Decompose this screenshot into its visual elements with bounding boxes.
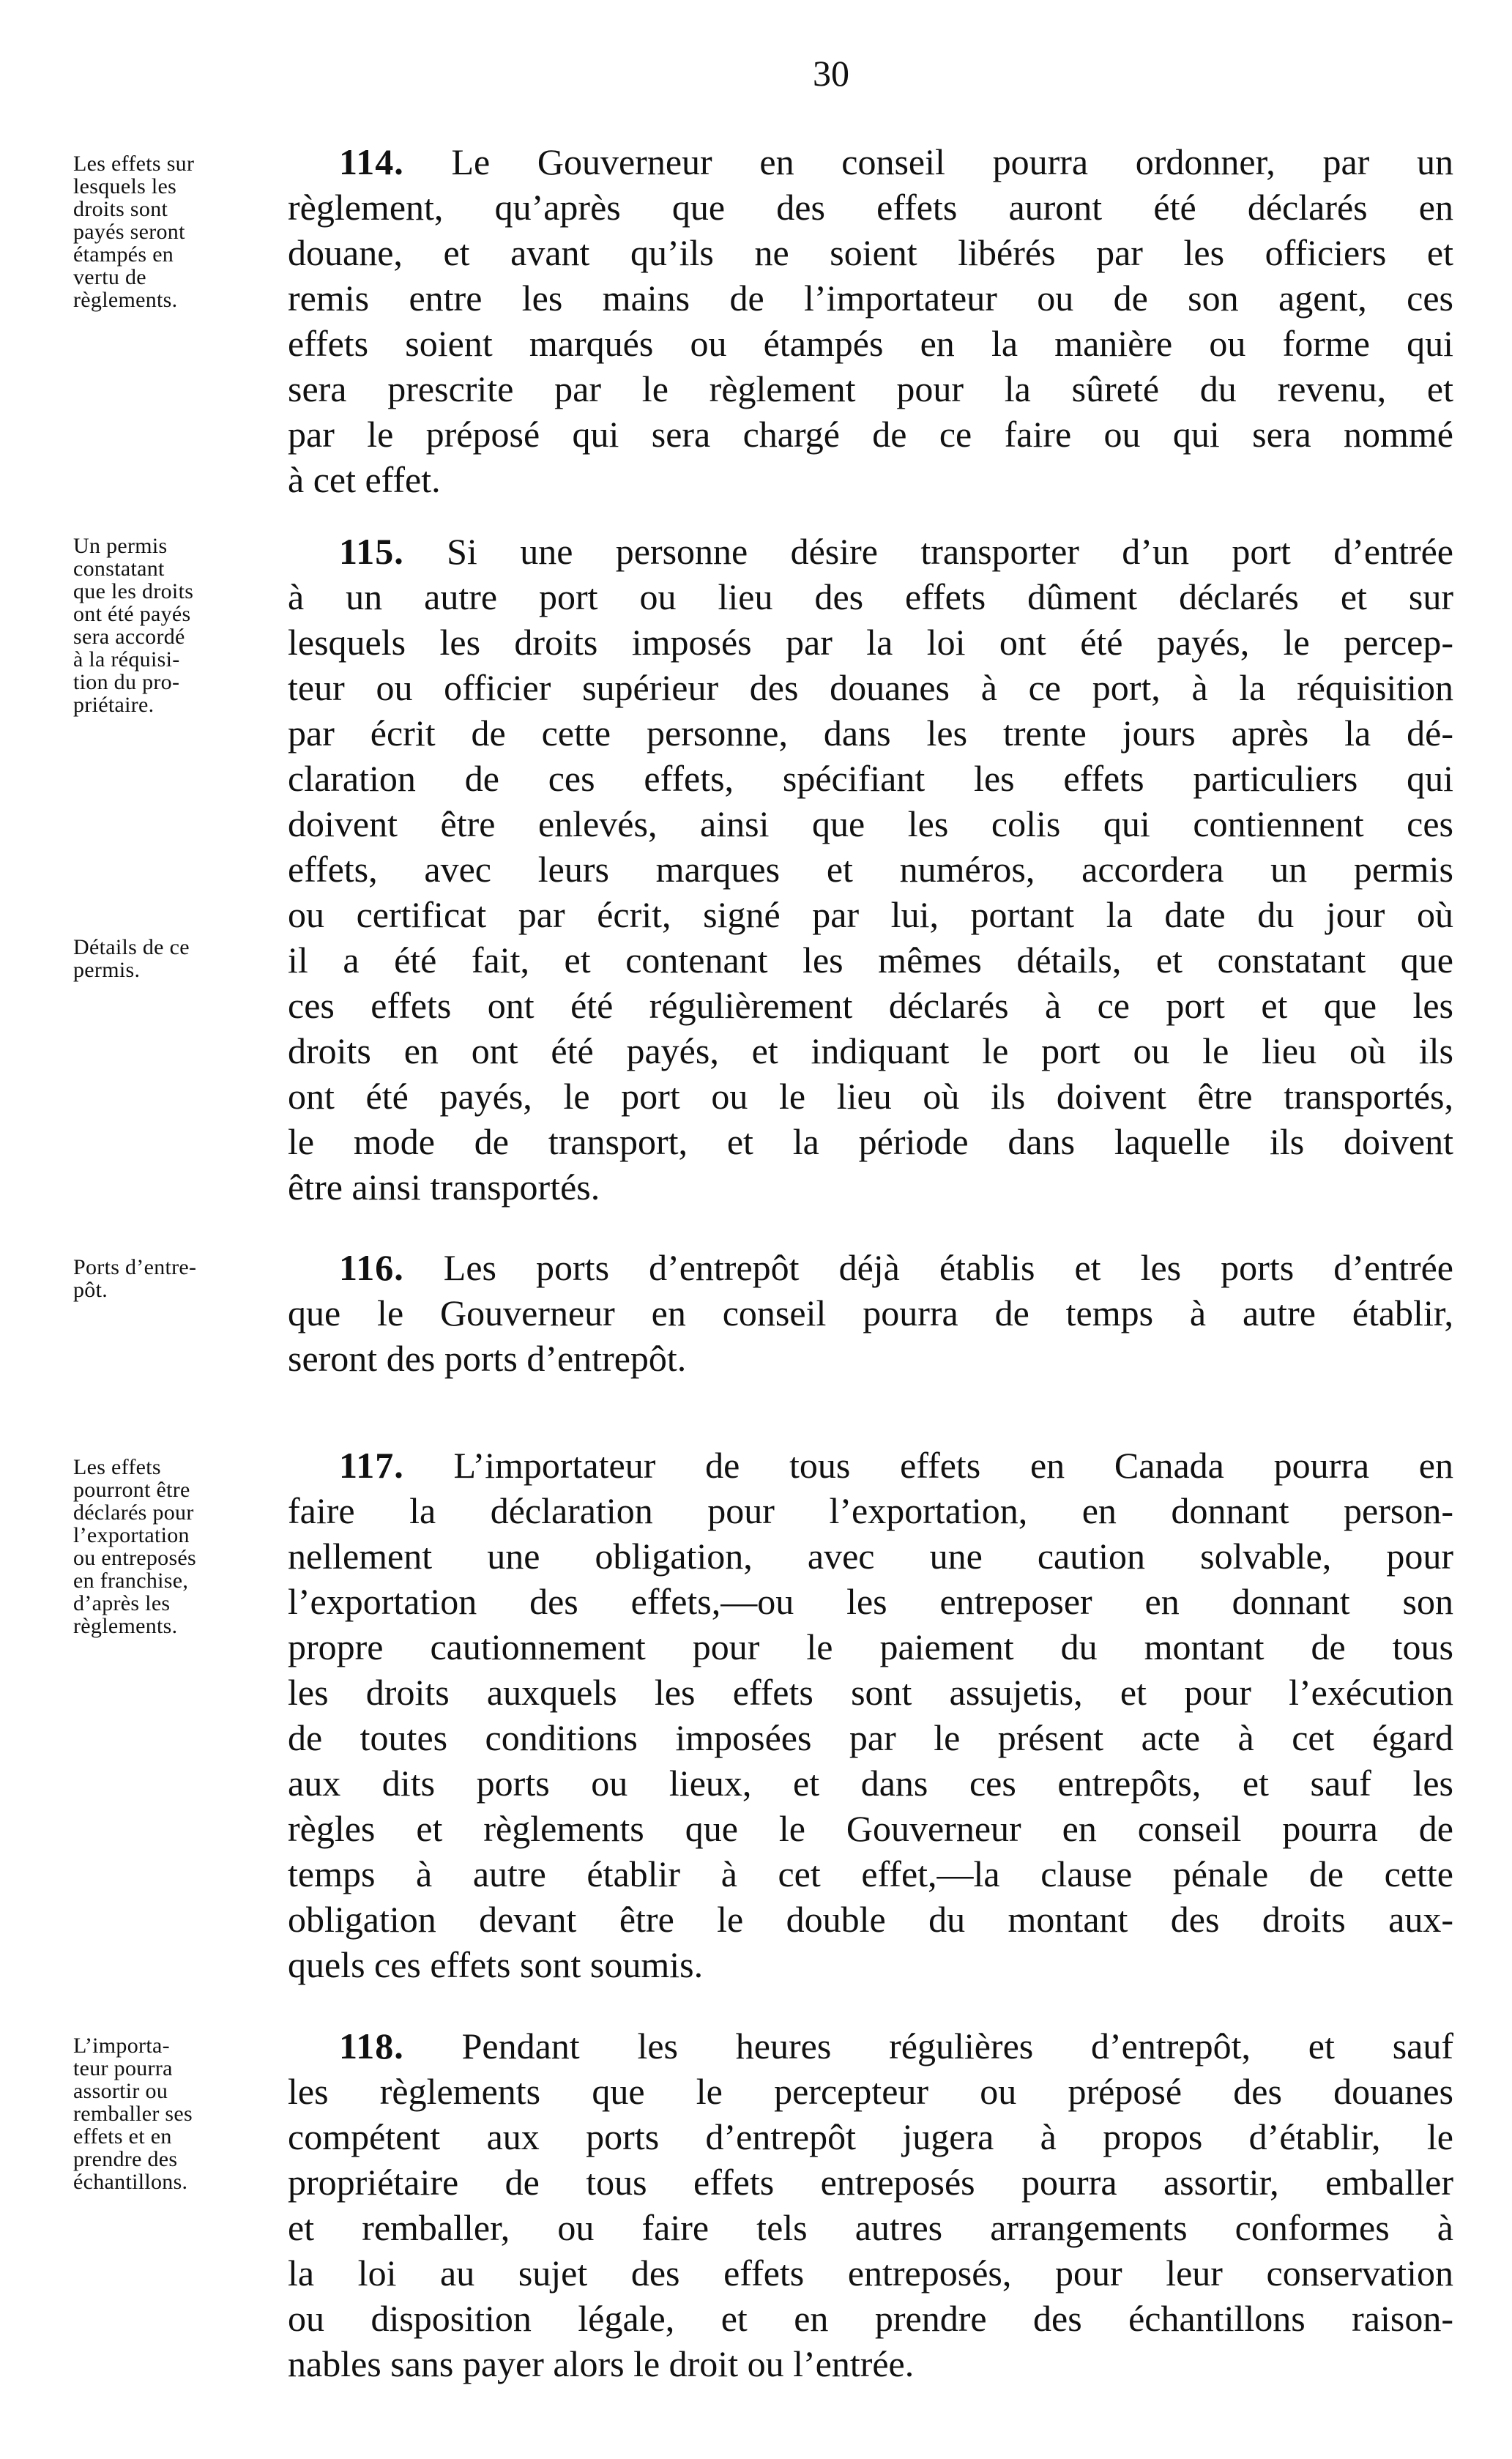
margin-line: règlements. <box>73 1614 178 1638</box>
text-line: compétent aux ports d’entrepôt jugera à propos d’établir, le <box>288 2116 1453 2157</box>
margin-line: que les droits <box>73 579 194 603</box>
text-line: ces effets ont été régulièrement déclarés à ce port et que les <box>288 985 1453 1026</box>
margin-line: permis. <box>73 958 141 982</box>
text-line: les règlements que le percepteur ou préposé des douanes <box>288 2071 1453 2112</box>
text-line: nellement une obligation, avec une caution solvable, pour <box>288 1536 1453 1577</box>
margin-line: constatant <box>73 557 165 581</box>
margin-note-116 <box>73 1256 286 1301</box>
text-span: Le Gouverneur en conseil pourra ordonner, par un <box>451 141 1453 182</box>
text-line: les droits auxquels les effets sont assujetis, et pour l’exécution <box>288 1672 1453 1713</box>
margin-line: tion du pro- <box>73 670 180 694</box>
text-line: règles et règlements que le Gouverneur en conseil pourra de <box>288 1808 1453 1849</box>
margin-line: pourront être <box>73 1478 190 1502</box>
text-line: de toutes conditions imposées par le présent acte à cet égard <box>288 1717 1453 1758</box>
text-line: douane, et avant qu’ils ne soient libérés par les officiers et <box>288 232 1453 273</box>
text-line: le mode de transport, et la période dans laquelle ils doivent <box>288 1121 1453 1162</box>
text-line: règlement, qu’après que des effets auront été déclarés en <box>288 187 1453 228</box>
margin-line: règlements. <box>73 288 178 312</box>
text-span: Si une personne désire transporter d’un port d’entrée <box>447 531 1454 572</box>
text-line: être ainsi transportés. <box>288 1167 600 1208</box>
text-line: que le Gouverneur en conseil pourra de temps à autre établir, <box>288 1292 1453 1333</box>
margin-line: Les effets sur <box>73 152 195 176</box>
margin-line: d’après les <box>73 1591 171 1615</box>
section-number: 117. <box>339 1445 404 1486</box>
margin-line: prendre des <box>73 2147 178 2171</box>
margin-line: en franchise, <box>73 1569 189 1593</box>
text-line: propre cautionnement pour le paiement du montant de tous <box>288 1626 1453 1667</box>
margin-line: lesquels les <box>73 174 177 198</box>
text-line: ou disposition légale, et en prendre des échantillons raison- <box>288 2298 1453 2339</box>
text-line: il a été fait, et contenant les mêmes détails, et constatant que <box>288 940 1453 981</box>
page-number: 30 <box>813 53 849 94</box>
section-number: 118. <box>339 2025 404 2066</box>
section-number: 115. <box>339 531 404 572</box>
text-line: quels ces effets sont soumis. <box>288 1944 704 1985</box>
text-span: Les ports d’entrepôt déjà établis et les ports d’entrée <box>443 1247 1453 1288</box>
margin-line: ou entreposés <box>73 1546 197 1570</box>
section-body-114 <box>288 139 1453 502</box>
margin-line: ont été payés <box>73 602 191 626</box>
margin-line: remballer ses <box>73 2102 193 2126</box>
section-number: 114. <box>339 141 404 182</box>
text-line: par le préposé qui sera chargé de ce faire ou qui sera nommé <box>288 414 1453 455</box>
margin-note-114 <box>73 152 286 311</box>
text-line: par écrit de cette personne, dans les trente jours après la dé- <box>288 713 1453 754</box>
text-line <box>288 139 1453 185</box>
margin-line: assortir ou <box>73 2079 168 2103</box>
margin-line: à la réquisi- <box>73 647 180 672</box>
text-line: ou certificat par écrit, signé par lui, portant la date du jour où <box>288 894 1453 935</box>
text-line: à un autre port ou lieu des effets dûment déclarés et sur <box>288 576 1453 617</box>
margin-line: étampés en <box>73 242 174 267</box>
text-line: effets soient marqués ou étampés en la manière ou forme qui <box>288 323 1453 364</box>
margin-note-115-details <box>73 936 286 981</box>
margin-line: vertu de <box>73 265 146 289</box>
text-line: l’exportation des effets,—ou les entreposer en donnant son <box>288 1581 1453 1622</box>
margin-line: sera accordé <box>73 625 185 649</box>
margin-line: Détails de ce <box>73 935 190 959</box>
margin-line: l’exportation <box>73 1523 190 1547</box>
margin-line: échantillons. <box>73 2170 188 2194</box>
text-line: claration de ces effets, spécifiant les effets particuliers qui <box>288 758 1453 799</box>
margin-line: déclarés pour <box>73 1500 194 1525</box>
margin-note-115 <box>73 535 286 716</box>
section-body-117 <box>288 1443 1453 1987</box>
margin-line: Ports d’entre- <box>73 1255 197 1279</box>
margin-line: payés seront <box>73 220 185 244</box>
section-body-118 <box>288 2023 1453 2387</box>
text-line: à cet effet. <box>288 459 441 500</box>
section-body-115 <box>288 529 1453 1210</box>
text-line: aux dits ports ou lieux, et dans ces entrepôts, et sauf les <box>288 1763 1453 1804</box>
text-line: remis entre les mains de l’importateur ou de son agent, ces <box>288 278 1453 319</box>
text-line: doivent être enlevés, ainsi que les colis qui contiennent ces <box>288 803 1453 844</box>
margin-line: teur pourra <box>73 2056 173 2080</box>
margin-line: Un permis <box>73 534 168 558</box>
text-line: lesquels les droits imposés par la loi ont été payés, le percep- <box>288 622 1453 663</box>
text-line: faire la déclaration pour l’exportation, en donnant person- <box>288 1490 1453 1531</box>
section-number: 116. <box>339 1247 404 1288</box>
text-line: ont été payés, le port ou le lieu où ils doivent être transportés, <box>288 1076 1453 1117</box>
text-line: et remballer, ou faire tels autres arrangements conformes à <box>288 2207 1453 2248</box>
section-body-116 <box>288 1245 1453 1381</box>
margin-line: L’importa- <box>73 2034 170 2058</box>
text-line <box>288 529 1453 574</box>
margin-line: effets et en <box>73 2124 172 2149</box>
text-line: temps à autre établir à cet effet,—la clause pénale de cette <box>288 1853 1453 1894</box>
margin-line: Les effets <box>73 1455 161 1479</box>
text-span: L’importateur de tous effets en Canada pourra en <box>453 1445 1454 1486</box>
text-line <box>288 1443 1453 1488</box>
text-span: Pendant les heures régulières d’entrepôt, et sauf <box>461 2025 1454 2066</box>
text-line: teur ou officier supérieur des douanes à ce port, à la réquisition <box>288 667 1453 708</box>
text-line: droits en ont été payés, et indiquant le port ou le lieu où ils <box>288 1030 1453 1071</box>
text-line: effets, avec leurs marques et numéros, accordera un permis <box>288 849 1453 890</box>
text-line: seront des ports d’entrepôt. <box>288 1338 687 1379</box>
margin-line: droits sont <box>73 197 168 221</box>
text-line: la loi au sujet des effets entreposés, pour leur conservation <box>288 2252 1453 2294</box>
margin-note-117 <box>73 1456 286 1637</box>
margin-line: priétaire. <box>73 693 154 717</box>
text-line: obligation devant être le double du montant des droits aux- <box>288 1899 1453 1940</box>
text-line: sera prescrite par le règlement pour la sûreté du revenu, et <box>288 368 1453 409</box>
text-line: nables sans payer alors le droit ou l’entrée. <box>288 2343 915 2384</box>
text-line: propriétaire de tous effets entreposés pourra assortir, emballer <box>288 2162 1453 2203</box>
text-line <box>288 1245 1453 1290</box>
margin-line: pôt. <box>73 1278 108 1302</box>
text-line <box>288 2023 1453 2069</box>
margin-note-118 <box>73 2034 286 2193</box>
